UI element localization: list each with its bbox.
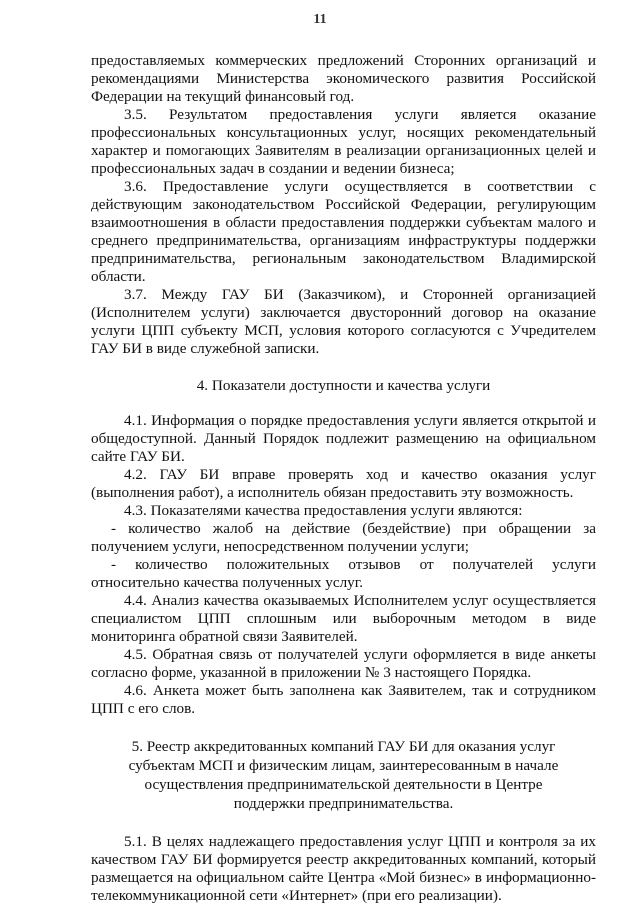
paragraph-3-5: 3.5. Результатом предоставления услуги является оказание профессиональных консультационных услуг, носящих рекомендательный характер и помогающих Заявителям в реализации организационных целей и профессиональных задач в создании и ведении бизнеса; <box>91 106 596 177</box>
paragraph-4-3-item-reviews: - количество положительных отзывов от получателей услуги относительно качества полученных услуг. <box>91 556 596 591</box>
paragraph-intro: предоставляемых коммерческих предложений Сторонних организаций и рекомендациями Министерства экономического развития Российской Федерации на текущий финансовый год. <box>91 52 596 105</box>
page-number: 11 <box>313 12 327 27</box>
section-5-heading: 5. Реестр аккредитованных компаний ГАУ БИ для оказания услуг субъектам МСП и физическим лицам, заинтересованным в начале осуществления предпринимательской деятельности в Центре поддержки предпринимательства. <box>128 738 559 812</box>
paragraph-4-5: 4.5. Обратная связь от получателей услуги оформляется в виде анкеты согласно форме, указанной в приложении № 3 настоящего Порядка. <box>91 646 596 681</box>
paragraph-4-2: 4.2. ГАУ БИ вправе проверять ход и качество оказания услуг (выполнения работ), а исполнитель обязан предоставить эту возможность. <box>91 466 596 501</box>
paragraph-5-1: 5.1. В целях надлежащего предоставления услуг ЦПП и контроля за их качеством ГАУ БИ формируется реестр аккредитованных компаний, который размещается на официальном сайте Центра «Мой бизнес» в информационно-телекоммуникационной сети «Интернет» (при его реализации). <box>91 833 596 904</box>
paragraph-4-6: 4.6. Анкета может быть заполнена как Заявителем, так и сотрудником ЦПП с его слов. <box>91 682 596 717</box>
paragraph-4-1: 4.1. Информация о порядке предоставления услуги является открытой и общедоступной. Данный Порядок подлежит размещению на официальном сайте ГАУ БИ. <box>91 412 596 465</box>
document-body <box>91 52 596 905</box>
paragraph-3-6: 3.6. Предоставление услуги осуществляется в соответствии с действующим законодательством Российской Федерации, регулирующим взаимоотношения в области предоставления поддержки субъектам малого и среднего предпринимательства, организациям инфраструктуры поддержки предпринимательства, региональным законодательством Владимирской области. <box>91 178 596 285</box>
section-4-heading: 4. Показатели доступности и качества услуги <box>196 377 491 394</box>
paragraph-4-4: 4.4. Анализ качества оказываемых Исполнителем услуг осуществляется специалистом ЦПП сплошным или выборочным методом в виде мониторинга обратной связи Заявителей. <box>91 592 596 645</box>
paragraph-4-3: 4.3. Показателями качества предоставления услуги являются: <box>124 502 523 519</box>
paragraph-4-3-item-complaints: - количество жалоб на действие (бездействие) при обращении за получением услуги, непосредственном получении услуги; <box>91 520 596 555</box>
paragraph-3-7: 3.7. Между ГАУ БИ (Заказчиком), и Сторонней организацией (Исполнителем услуги) заключается двусторонний договор на оказание услуги ЦПП субъекту МСП, условия которого согласуются с Учредителем ГАУ БИ в виде служебной записки. <box>91 286 596 357</box>
